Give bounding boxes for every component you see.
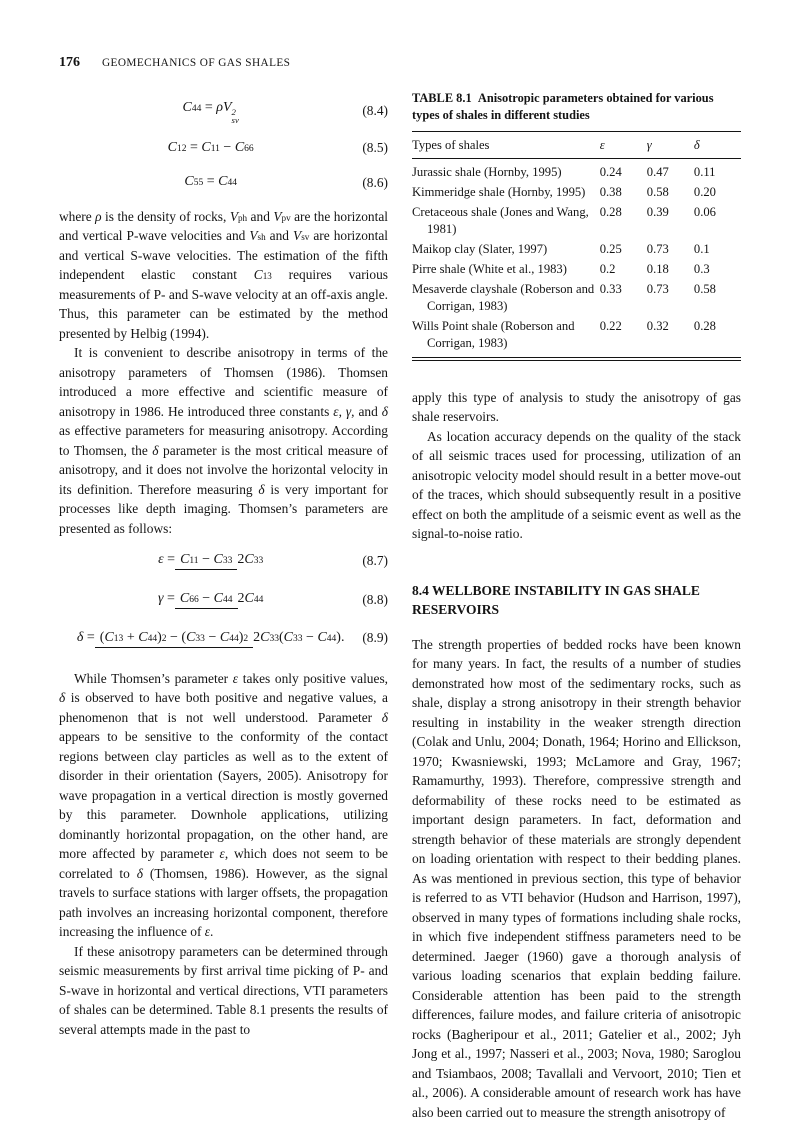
cell-delta: 0.1 xyxy=(693,242,710,257)
cell-gamma: 0.47 xyxy=(646,165,669,180)
anisotropy-table xyxy=(412,131,741,354)
paragraph-apply-analysis: apply this type of analysis to study the anisotropy of gas shale reservoirs. xyxy=(412,389,741,425)
table-8-1 xyxy=(412,90,741,361)
table-row xyxy=(412,183,741,203)
table-header-row xyxy=(412,132,741,159)
paragraph-strength-properties: The strength properties of bedded rocks have been known for many years. In fact, the results of a number of studies demonstrated how most of the sedimentary rocks, such as shale, display a strong anisotropy in their strength behavior resulting in instability in the weaker strength direction (Colak and Unlu, 2004; Donath, 1964; Horino and Ellickson, 1970; Kwasniewski, 1993; McLamore and Gray, 1967; Ramamurthy, 1993). Therefore, compressive strength and deformability of these rocks need to be estimated as important design parameters. In fact, deformation and strength behavior of these materials are strongly dependent on loading orientation with respect to their bedding planes. As was mentioned in previous section, this type of behavior is referred to as VTI behavior (Hudson and Harrison, 1997), observed in many types of formations including shale rocks, in which five independent stiffness parameters need to be determined. Jaeger (1960) gave a thorough analysis of various loading scenarios that explain bedding failure. Considerable attention has been paid to the strength differences, failure modes, and failure criteria of anisotropic rocks (Bagheripour et al., 2011; Gatelier et al., 2002; Jyh Jong et al., 1997; Nasseri et al., 2003; Nova, 1980; Saroglou and Tsiambaos, 2008; Tavallali and Vervoort, 2010; Tien et al., 2006). A considerable amount of research work has have also been carried out to measure the strength anisotropy of xyxy=(412,636,741,1120)
table-row xyxy=(412,260,741,280)
cell-gamma: 0.73 xyxy=(646,242,669,257)
equation-8-7-number: (8.7) xyxy=(362,552,388,568)
cell-gamma: 0.39 xyxy=(646,205,669,220)
table-row xyxy=(412,159,741,183)
col-header-gamma: γ xyxy=(647,132,694,159)
equation-8-9-numerator: $(C_{13} + C_{44})^2 - (C_{33} - C_{44})^2$ xyxy=(95,630,253,648)
col-header-delta: δ xyxy=(694,132,741,159)
table-caption-text: Anisotropic parameters obtained for various types of shales in different studies xyxy=(412,91,714,123)
equation-8-8 xyxy=(59,589,388,610)
paragraph-vti-parameters: If these anisotropy parameters can be determined through seismic measurements by first arrival time picking of P- and S-wave in horizontal and vertical directions, VTI parameters of shales can be determined. Table 8.1 presents the results of several attempts made in the past to xyxy=(59,943,388,1037)
equation-8-6-number: (8.6) xyxy=(362,174,388,190)
equation-8-4-body: $C_{44} = \rho V$ 2 sv xyxy=(182,100,239,125)
equation-8-9-fraction xyxy=(95,628,341,648)
left-column xyxy=(59,90,388,1122)
equation-8-7-lhs: ε = xyxy=(158,552,176,568)
cell-shale-type: Kimmeridge shale (Hornby, 1995) xyxy=(412,185,586,200)
equation-8-6 xyxy=(59,172,388,192)
table-row xyxy=(412,240,741,260)
equation-8-7-numerator: $C_{11} - C_{33}$ xyxy=(175,552,237,570)
equation-8-7-body xyxy=(59,550,362,571)
equation-8-8-numerator: $C_{66} - C_{44}$ xyxy=(175,591,238,609)
table-bottom-rule-2 xyxy=(412,360,741,361)
table-caption xyxy=(412,90,741,124)
cell-gamma: 0.18 xyxy=(646,262,669,277)
equation-8-5-number: (8.5) xyxy=(362,140,388,156)
equation-8-8-fraction xyxy=(175,589,263,609)
equation-8-5 xyxy=(59,138,388,158)
equation-8-8-lhs: γ = xyxy=(157,590,175,606)
equation-8-7-fraction xyxy=(175,550,263,570)
equation-8-7-denominator: $2C_{33}$ xyxy=(237,552,264,568)
equation-8-9 xyxy=(59,628,388,649)
cell-delta: 0.11 xyxy=(693,165,716,180)
cell-shale-type: Wills Point shale (Roberson and Corrigan, 1983) xyxy=(412,319,575,351)
page-number: 176 xyxy=(59,55,80,70)
cell-epsilon: 0.28 xyxy=(599,205,622,220)
equation-8-8-denominator: $2C_{44}$ xyxy=(237,590,264,606)
paragraph-thomsen-epsilon-delta: While Thomsen’s parameter ε takes only positive values, δ is observed to have both positive and negative values, a phenomenon that is not well understood. Parameter δ appears to be sensitive to the conformity of the contact regions between clay particles as well as to the extent of disorder in their orientation (Sayers, 2005). Anisotropy for wave propagation in a vertical direction is mostly governed by this parameter. Downhole applications, utilizing dominantly horizontal propagation, on the other hand, are more affected by parameter ε, which does not seem to be correlated to δ (Thomsen, 1986). However, as the signal travels to surface stations with larger offsets, the propagation path involves an increasing horizontal component, therefore increasing the influence of ε. xyxy=(59,670,389,940)
cell-shale-type: Cretaceous shale (Jones and Wang, 1981) xyxy=(412,205,589,237)
cell-epsilon: 0.38 xyxy=(599,185,622,200)
equation-8-5-body: $C_{12} = C_{11} - C_{66}$ xyxy=(167,140,254,155)
paragraph-where-rho: where ρ is the density of rocks, $V_{ph}$ and $V_{pv}$ are the horizontal and vertical P-wave velocities and $V_{sh}$ and $V_{sv}$ are horizontal and vertical S-wave velocities. The estimation of the fifth independent elastic constant $C_{13}$ requires various measurements of P- and S-wave velocity at an off-axis angle. Thus, this parameter can be estimated by the method presented by Helbig (1994). xyxy=(59,208,389,341)
table-label: TABLE 8.1 xyxy=(412,91,472,105)
table-row xyxy=(412,203,741,240)
cell-gamma: 0.32 xyxy=(646,319,669,334)
cell-epsilon: 0.33 xyxy=(599,282,622,297)
running-header xyxy=(59,55,741,71)
cell-gamma: 0.73 xyxy=(646,282,669,297)
cell-epsilon: 0.22 xyxy=(599,319,622,334)
equation-8-9-number: (8.9) xyxy=(362,630,388,646)
two-column-layout xyxy=(59,90,741,1122)
equation-8-4-number: (8.4) xyxy=(362,103,388,119)
equation-8-8-body xyxy=(59,589,362,610)
cell-gamma: 0.58 xyxy=(646,185,669,200)
running-head-title: GEOMECHANICS OF GAS SHALES xyxy=(102,57,291,69)
cell-shale-type: Mesaverde clayshale (Roberson and Corrigan, 1983) xyxy=(412,282,595,314)
equation-8-9-tail: . xyxy=(340,629,345,645)
cell-delta: 0.58 xyxy=(693,282,716,297)
paragraph-thomsen-intro: It is convenient to describe anisotropy in terms of the anisotropy parameters of Thomsen (1986). Thomsen introduced a more effective and scientific measure of anisotropy in 1986. He introduced three constants ε, γ, and δ as effective parameters for measuring anisotropy. According to Thomsen, the δ parameter is the most critical measure of anisotropy, and it does not involve the horizontal velocity in its definition. Therefore measuring δ is very important for processes like depth imaging. Thomsen’s parameters are presented as follows: xyxy=(59,345,388,536)
equation-8-7 xyxy=(59,550,388,571)
table-row xyxy=(412,280,741,317)
equation-8-9-lhs: δ = xyxy=(76,629,95,645)
cell-epsilon: 0.2 xyxy=(599,262,616,277)
right-column xyxy=(412,90,741,1122)
cell-shale-type: Maikop clay (Slater, 1997) xyxy=(412,242,548,257)
table-bottom-rule xyxy=(412,357,741,358)
cell-delta: 0.06 xyxy=(693,205,716,220)
cell-shale-type: Pirre shale (White et al., 1983) xyxy=(412,262,567,277)
col-header-types: Types of shales xyxy=(412,132,600,159)
paragraph-location-accuracy: As location accuracy depends on the quality of the stack of all seismic traces used for processing, utilization of an anisotropic velocity model should result in a better move-out of the traces, which should subsequently result in a positive effect on both the amplitude of a seismic event as well as the signal-to-noise ratio. xyxy=(412,428,741,542)
col-header-epsilon: ε xyxy=(600,132,647,159)
equation-8-4 xyxy=(59,98,388,124)
equation-8-6-body: $C_{55} = C_{44}$ xyxy=(184,174,237,190)
cell-shale-type: Jurassic shale (Hornby, 1995) xyxy=(412,165,562,180)
cell-delta: 0.3 xyxy=(693,262,710,277)
cell-epsilon: 0.24 xyxy=(599,165,622,180)
equation-8-9-body xyxy=(59,628,362,649)
table-row xyxy=(412,317,741,354)
cell-delta: 0.28 xyxy=(693,319,716,334)
section-heading-8-4: 8.4 WELLBORE INSTABILITY IN GAS SHALE RESERVOIRS xyxy=(412,582,700,618)
equation-8-8-number: (8.8) xyxy=(362,591,388,607)
cell-delta: 0.20 xyxy=(693,185,716,200)
equation-8-9-denominator: $2C_{33}(C_{33} - C_{44})$ xyxy=(253,629,341,645)
cell-epsilon: 0.25 xyxy=(599,242,622,257)
